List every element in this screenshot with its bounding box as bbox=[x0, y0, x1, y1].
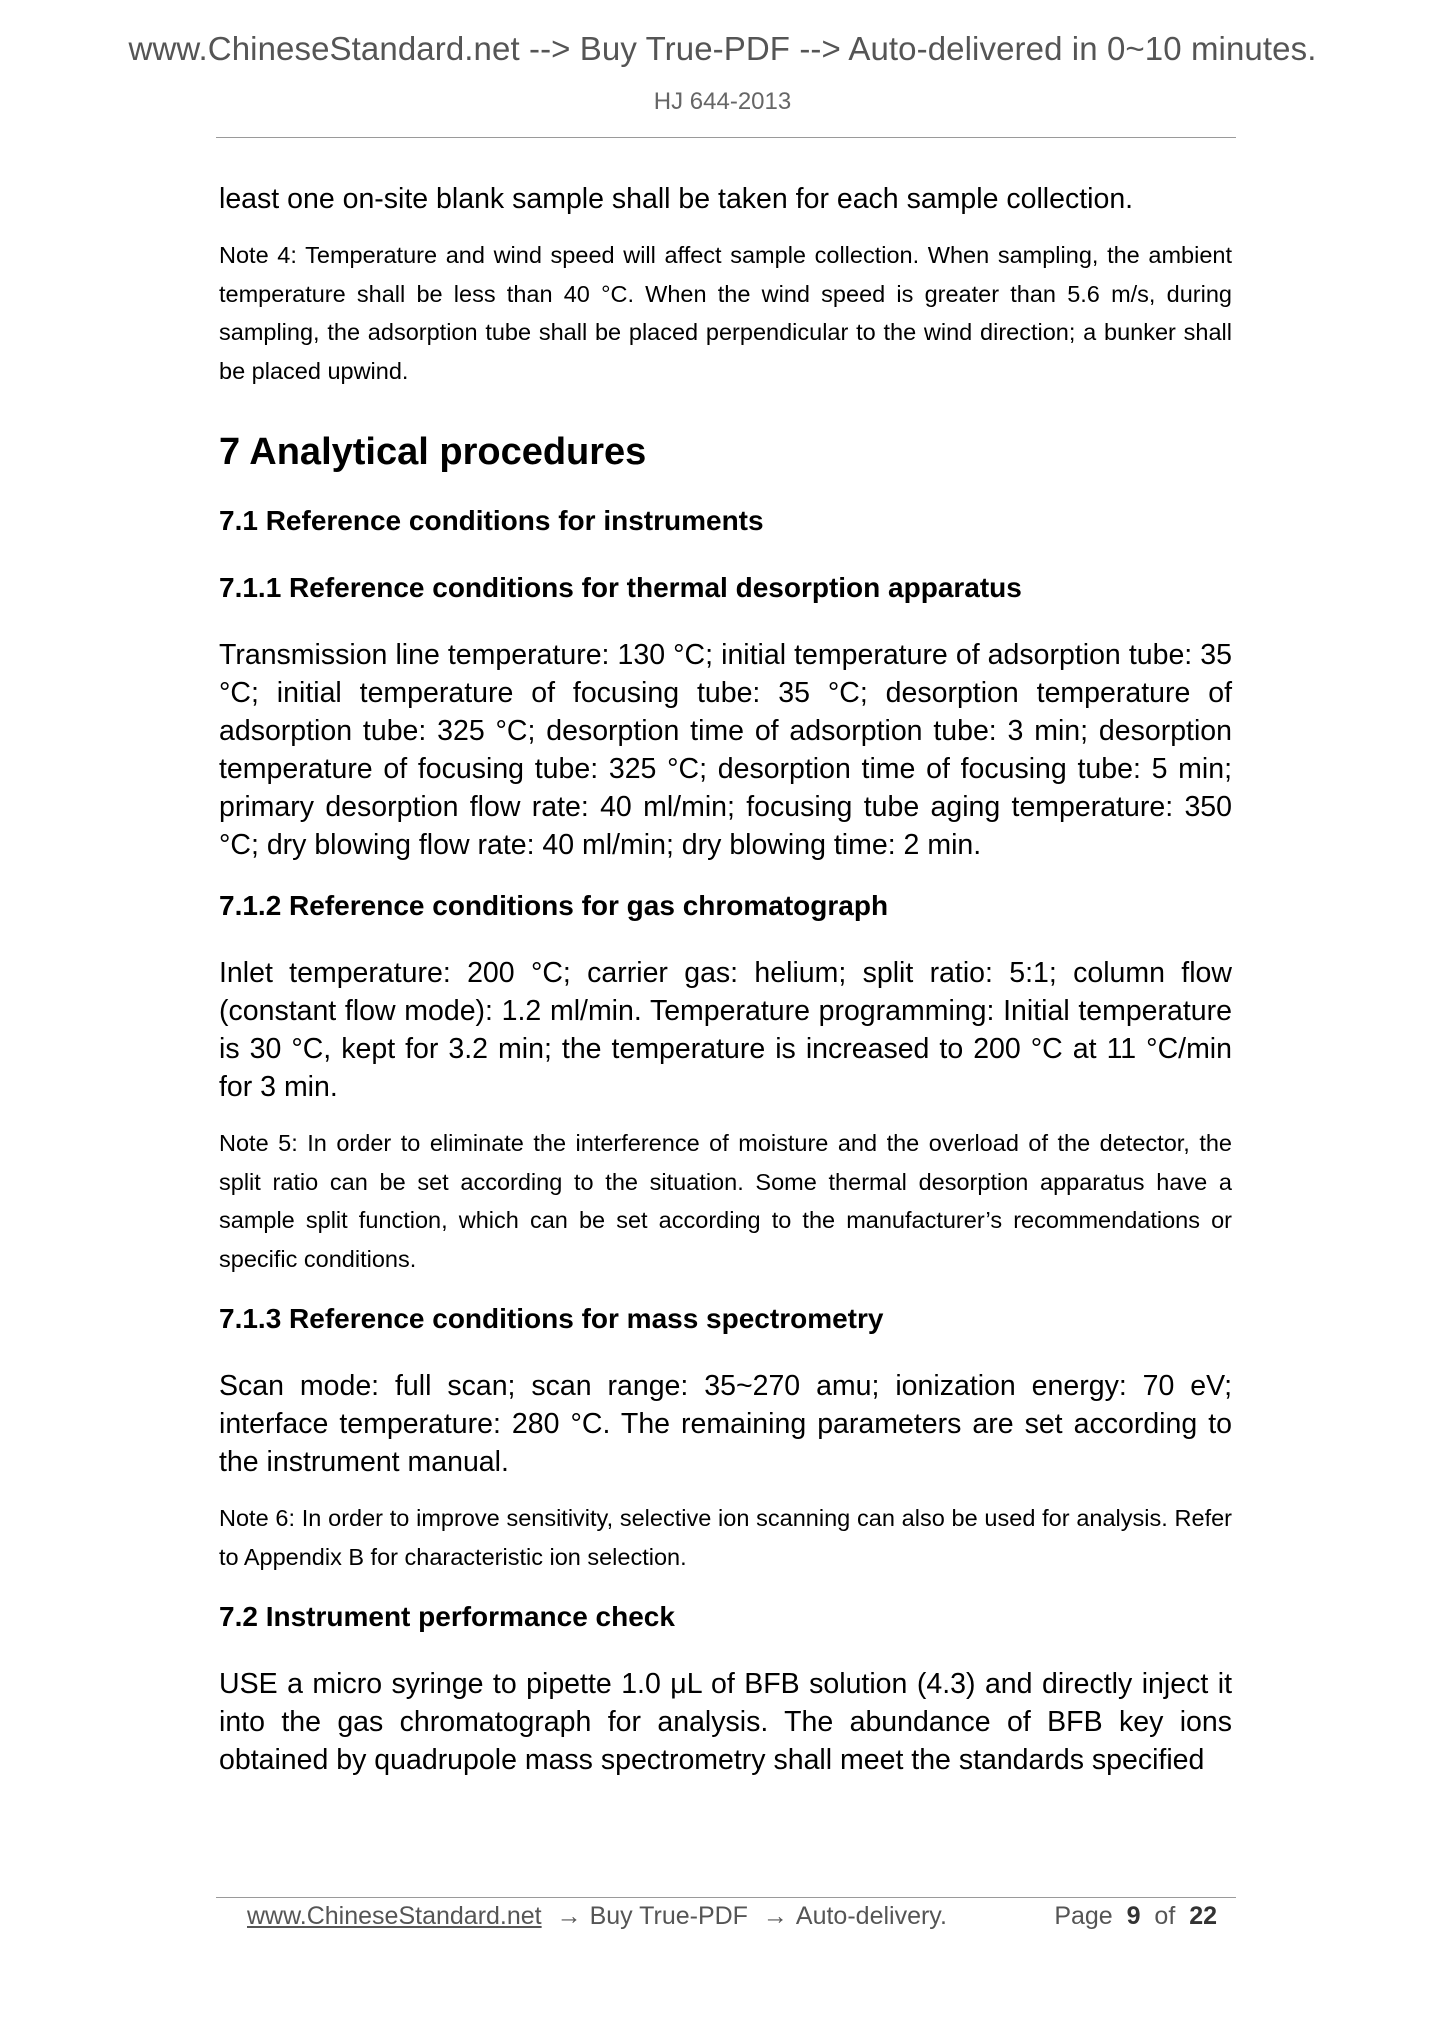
arrow-right-icon: → bbox=[556, 1902, 582, 1930]
section-7-1-1-body: Transmission line temperature: 130 °C; initial temperature of adsorption tube: 35 °C; initial temperature of focusing tube: 35 °C; desorption temperature of adsorption tube: 325 °C; desorption time of adsorption tube: 3 min; desorption temperature of focusing tube: 325 °C; desorption time of focusing tube: 5 min; primary desorption flow rate: 40 ml/min; focusing tube aging temperature: 350 °C; dry blowing flow rate: 40 ml/min; dry blowing time: 2 min. bbox=[219, 639, 1232, 861]
site-banner[interactable]: www.ChineseStandard.net --> Buy True-PDF --> Auto-delivered in 0~10 minutes. bbox=[128, 30, 1317, 67]
page-word: Page bbox=[1054, 1902, 1113, 1930]
note-6: Note 6: In order to improve sensitivity, selective ion scanning can also be used for analysis. Refer to Appendix B for characteristic ion selection. bbox=[219, 1505, 1232, 1570]
page-current: 9 bbox=[1126, 1902, 1141, 1930]
header-divider bbox=[216, 137, 1236, 138]
note-5: Note 5: In order to eliminate the interference of moisture and the overload of the detector, the split ratio can be set according to the situation. Some thermal desorption apparatus have a sample split function, which can be set according to the manufacturer’s recommendations or specific conditions. bbox=[219, 1130, 1232, 1272]
section-7-1-title: 7.1 Reference conditions for instruments bbox=[219, 505, 764, 536]
footer-buy-text: Buy True-PDF bbox=[589, 1902, 748, 1930]
section-7-2-title: 7.2 Instrument performance check bbox=[219, 1601, 675, 1632]
section-7-1-3-title: 7.1.3 Reference conditions for mass spectrometry bbox=[219, 1303, 884, 1334]
footer-delivery-text: Auto-delivery. bbox=[795, 1902, 947, 1930]
arrow-right-icon: → bbox=[762, 1902, 788, 1930]
section-7-1-3-body: Scan mode: full scan; scan range: 35~270 amu; ionization energy: 70 eV; interface temperature: 280 °C. The remaining parameters are set according to the instrument manual. bbox=[219, 1370, 1232, 1478]
page-total: 22 bbox=[1189, 1902, 1217, 1930]
document-body bbox=[219, 180, 1232, 1779]
section-7-1-2-body: Inlet temperature: 200 °C; carrier gas: helium; split ratio: 5:1; column flow (constant flow mode): 1.2 ml/min. Temperature programming: Initial temperature is 30 °C, kept for 3.2 min; the temperature is increased to 200 °C at 11 °C/min for 3 min. bbox=[219, 957, 1232, 1103]
section-7-2-body: USE a micro syringe to pipette 1.0 μL of BFB solution (4.3) and directly inject it into the gas chromatograph for analysis. The abundance of BFB key ions obtained by quadrupole mass spectrometry shall meet the standards specified bbox=[219, 1668, 1232, 1776]
of-word: of bbox=[1154, 1902, 1176, 1930]
section-7-1-1-title: 7.1.1 Reference conditions for thermal desorption apparatus bbox=[219, 572, 1022, 603]
section-7-title: 7 Analytical procedures bbox=[219, 431, 647, 473]
standard-code: HJ 644-2013 bbox=[653, 88, 792, 115]
note-4: Note 4: Temperature and wind speed will affect sample collection. When sampling, the ambient temperature shall be less than 40 °C. When the wind speed is greater than 5.6 m/s, during sampling, the adsorption tube shall be placed perpendicular to the wind direction; a bunker shall be placed upwind. bbox=[219, 242, 1232, 384]
page-indicator bbox=[1054, 1896, 1217, 1936]
footer-site-link[interactable]: www.ChineseStandard.net bbox=[247, 1902, 542, 1930]
intro-paragraph: least one on-site blank sample shall be taken for each sample collection. bbox=[219, 183, 1134, 215]
section-7-1-2-title: 7.1.2 Reference conditions for gas chromatograph bbox=[219, 890, 889, 921]
page-footer bbox=[247, 1896, 1217, 1936]
